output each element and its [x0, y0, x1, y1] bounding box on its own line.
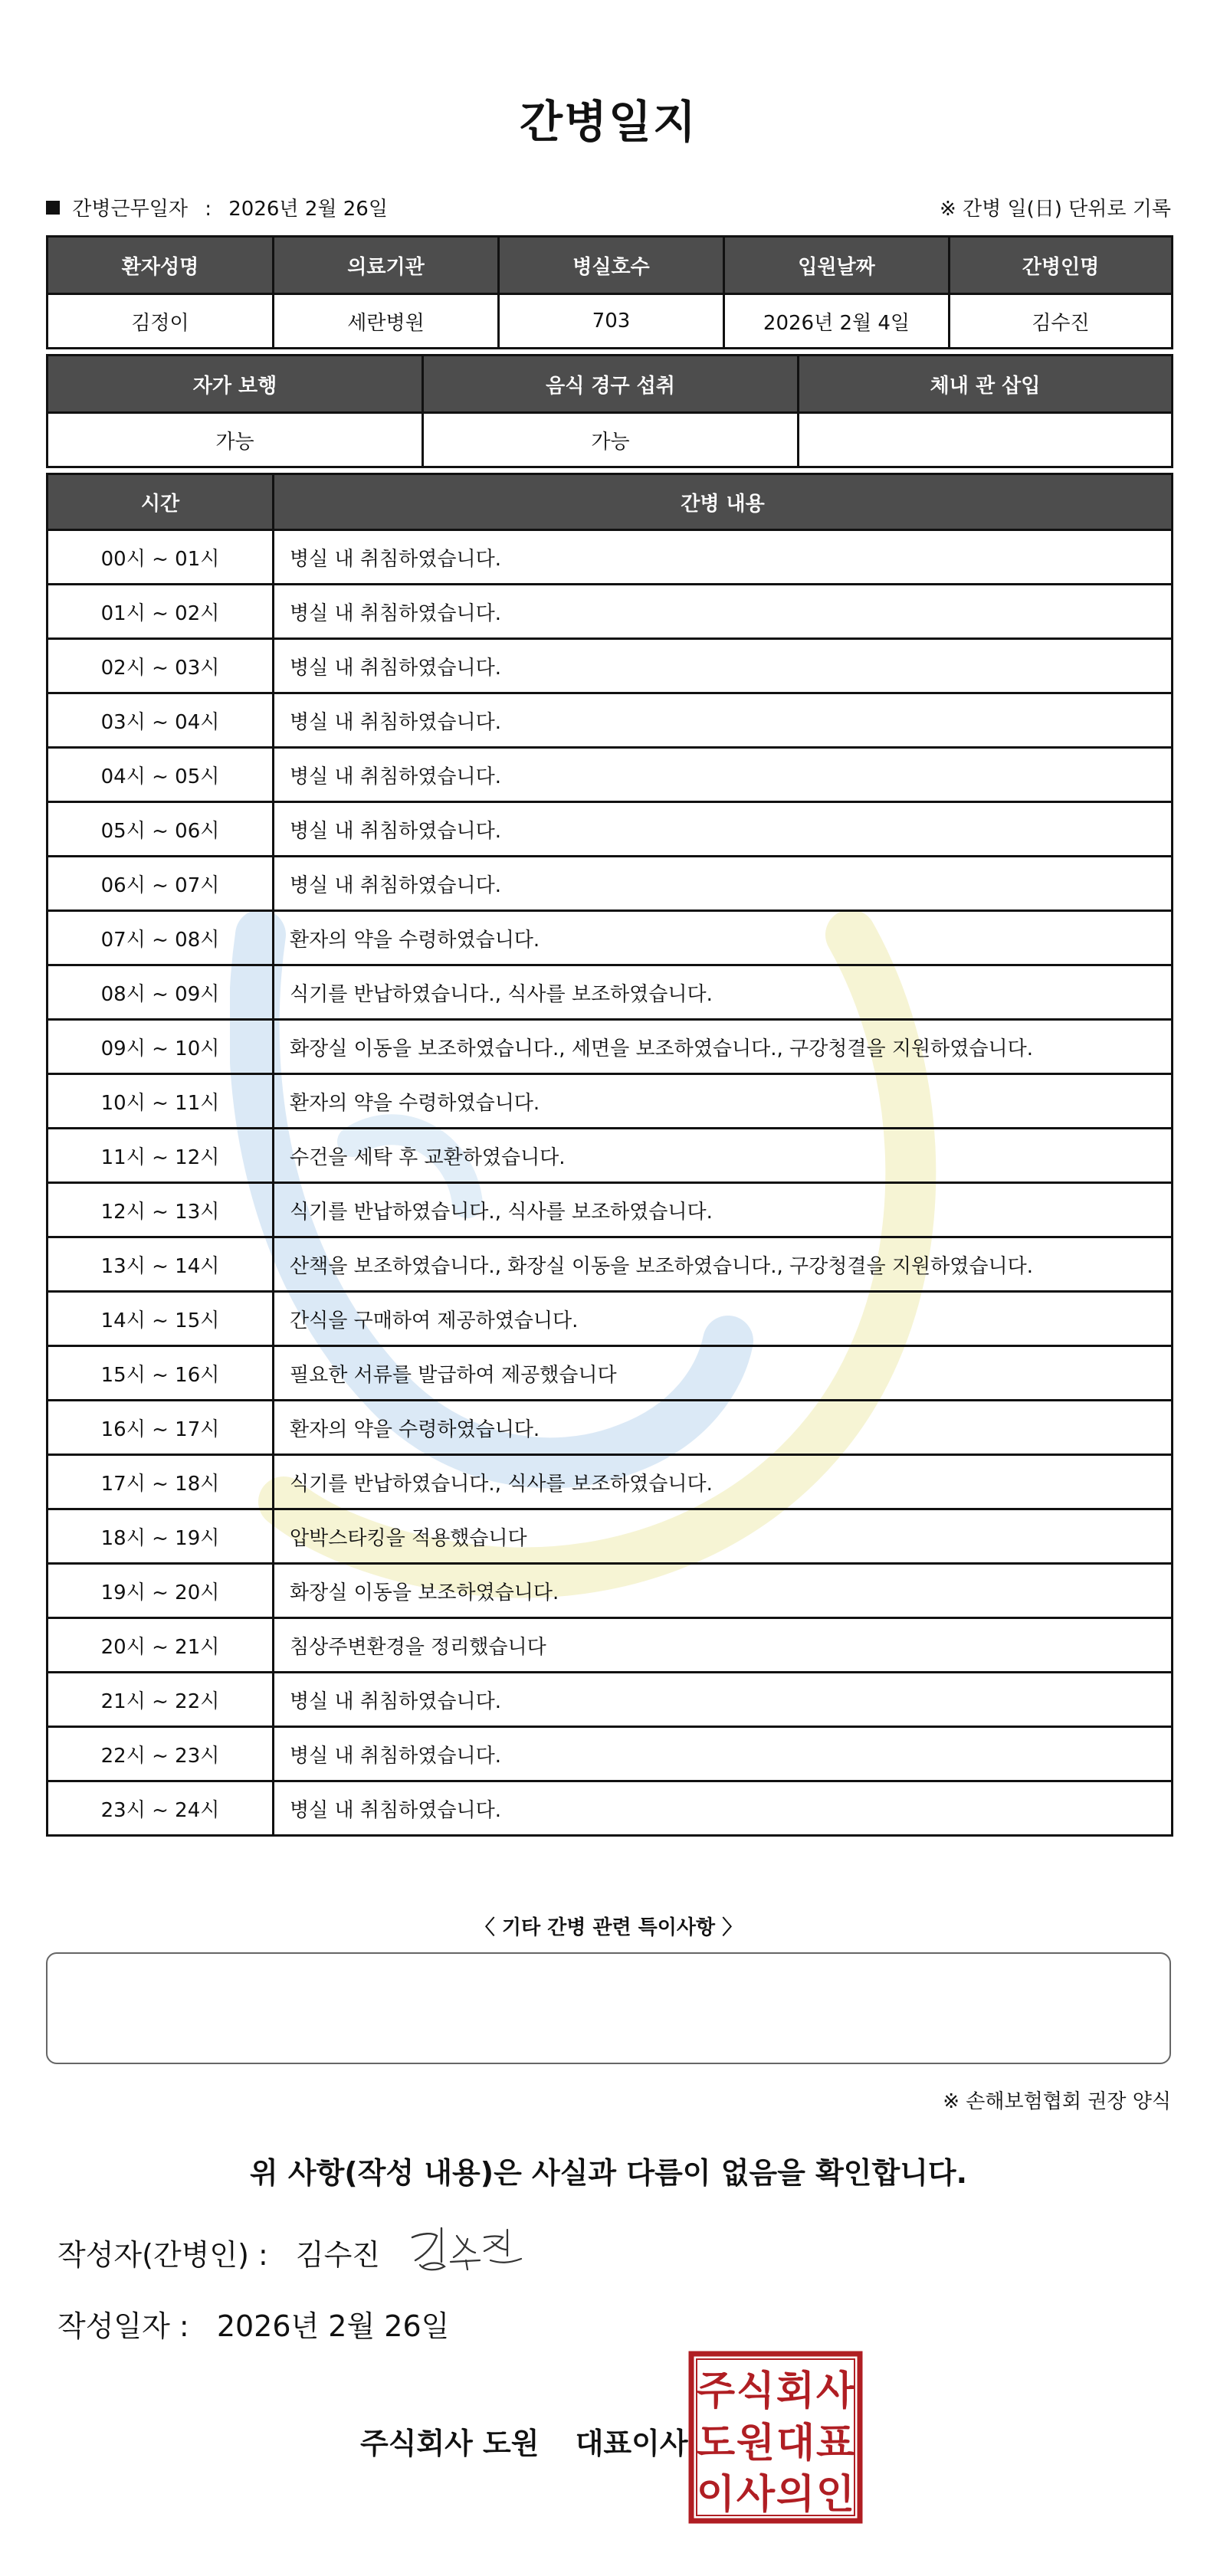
- header-oral-intake: 음식 경구 섭취: [423, 356, 799, 413]
- svg-text:도: 도: [696, 2420, 736, 2466]
- recommendation-note: ※ 손해보험협회 권장 양식: [943, 2090, 1171, 2113]
- care-content-cell: 병실 내 취침하였습니다.: [274, 748, 1173, 802]
- square-bullet-icon: [46, 201, 60, 215]
- self-walking: 가능: [48, 413, 423, 467]
- patient-info-header-row: [48, 237, 1173, 294]
- svg-text:원: 원: [736, 2420, 776, 2466]
- table-row: [48, 1673, 1173, 1727]
- patient-info-table: [46, 235, 1173, 349]
- table-row: [48, 1020, 1173, 1074]
- time-cell: 11시 ~ 12시: [48, 1129, 274, 1183]
- header-time: 시간: [48, 474, 274, 530]
- writer-name: 김수진: [295, 2238, 380, 2272]
- svg-text:식: 식: [736, 2368, 776, 2414]
- time-cell: 06시 ~ 07시: [48, 857, 274, 911]
- remarks-title: 〈 기타 간병 관련 특이사항 〉: [474, 1916, 743, 1939]
- table-row: [48, 1292, 1173, 1346]
- time-cell: 21시 ~ 22시: [48, 1673, 274, 1727]
- tube-insertion: [799, 413, 1173, 467]
- header-care-content: 간병 내용: [274, 474, 1173, 530]
- time-cell: 14시 ~ 15시: [48, 1292, 274, 1346]
- status-info-table: [46, 354, 1173, 468]
- status-info-header-row: [48, 356, 1173, 413]
- patient-info-value-row: [48, 294, 1173, 349]
- time-cell: 00시 ~ 01시: [48, 530, 274, 585]
- time-cell: 22시 ~ 23시: [48, 1727, 274, 1781]
- table-row: [48, 1074, 1173, 1129]
- time-cell: 03시 ~ 04시: [48, 693, 274, 748]
- company-representative-title: 대표이사: [575, 2427, 688, 2460]
- header-hospital: 의료기관: [274, 237, 499, 294]
- care-content-cell: 간식을 구매하여 제공하였습니다.: [274, 1292, 1173, 1346]
- table-row: [48, 1564, 1173, 1618]
- writer-label: 작성자(간병인) :: [57, 2238, 268, 2272]
- time-cell: 18시 ~ 19시: [48, 1509, 274, 1564]
- care-content-cell: 산책을 보조하였습니다., 화장실 이동을 보조하였습니다., 구강청결을 지원하였습니다.: [274, 1237, 1173, 1292]
- care-log-table: [46, 473, 1173, 1837]
- table-row: [48, 1618, 1173, 1673]
- time-cell: 10시 ~ 11시: [48, 1074, 274, 1129]
- work-date: [46, 193, 388, 221]
- hospital: 세란병원: [274, 294, 499, 349]
- care-content-cell: 식기를 반납하였습니다., 식사를 보조하였습니다.: [274, 965, 1173, 1020]
- time-cell: 05시 ~ 06시: [48, 802, 274, 857]
- table-row: [48, 1727, 1173, 1781]
- table-row: [48, 693, 1173, 748]
- table-row: [48, 530, 1173, 585]
- svg-text:사: 사: [736, 2472, 776, 2518]
- care-content-cell: 식기를 반납하였습니다., 식사를 보조하였습니다.: [274, 1455, 1173, 1509]
- svg-text:회: 회: [776, 2368, 815, 2414]
- svg-text:대: 대: [776, 2420, 815, 2466]
- admission-date: 2026년 2월 4일: [724, 294, 950, 349]
- svg-text:표: 표: [815, 2420, 855, 2466]
- svg-text:주: 주: [696, 2368, 736, 2414]
- time-cell: 04시 ~ 05시: [48, 748, 274, 802]
- care-log-body: [48, 530, 1173, 1836]
- care-content-cell: 병실 내 취침하였습니다.: [274, 857, 1173, 911]
- svg-text:사: 사: [815, 2368, 855, 2414]
- company-line: [360, 2420, 688, 2462]
- handwritten-signature: [406, 2222, 529, 2276]
- care-content-cell: 병실 내 취침하였습니다.: [274, 1673, 1173, 1727]
- care-content-cell: 병실 내 취침하였습니다.: [274, 693, 1173, 748]
- time-cell: 20시 ~ 21시: [48, 1618, 274, 1673]
- table-row: [48, 1183, 1173, 1237]
- table-row: [48, 585, 1173, 639]
- written-date-value: 2026년 2월 26일: [216, 2309, 450, 2343]
- table-row: [48, 1455, 1173, 1509]
- remarks-box[interactable]: [46, 1952, 1171, 2064]
- patient-name: 김정이: [48, 294, 274, 349]
- confirmation-statement: 위 사항(작성 내용)은 사실과 다름이 없음을 확인합니다.: [249, 2156, 968, 2190]
- header-patient-name: 환자성명: [48, 237, 274, 294]
- written-date-line: [57, 2302, 449, 2345]
- time-cell: 15시 ~ 16시: [48, 1346, 274, 1401]
- header-self-walking: 자가 보행: [48, 356, 423, 413]
- header-tube-insertion: 체내 관 삽입: [799, 356, 1173, 413]
- care-content-cell: 화장실 이동을 보조하였습니다., 세면을 보조하였습니다., 구강청결을 지원하였습니다.: [274, 1020, 1173, 1074]
- company-name: 주식회사 도원: [360, 2427, 540, 2460]
- work-date-value: 2026년 2월 26일: [228, 198, 388, 221]
- table-row: [48, 1781, 1173, 1836]
- time-cell: 07시 ~ 08시: [48, 911, 274, 965]
- care-content-cell: 필요한 서류를 발급하여 제공했습니다: [274, 1346, 1173, 1401]
- table-row: [48, 1346, 1173, 1401]
- work-date-label: 간병근무일자: [72, 198, 188, 221]
- care-content-cell: 수건을 세탁 후 교환하였습니다.: [274, 1129, 1173, 1183]
- table-row: [48, 1129, 1173, 1183]
- caregiver-name: 김수진: [950, 294, 1173, 349]
- written-date-label: 작성일자 :: [57, 2309, 189, 2343]
- table-row: [48, 802, 1173, 857]
- table-row: [48, 748, 1173, 802]
- care-content-cell: 병실 내 취침하였습니다.: [274, 1781, 1173, 1836]
- work-date-separator: :: [205, 198, 212, 221]
- svg-text:이: 이: [696, 2472, 736, 2518]
- care-content-cell: 병실 내 취침하였습니다.: [274, 639, 1173, 693]
- record-note: ※ 간병 일(日) 단위로 기록: [939, 198, 1171, 221]
- header-caregiver-name: 간병인명: [950, 237, 1173, 294]
- time-cell: 02시 ~ 03시: [48, 639, 274, 693]
- status-info-value-row: [48, 413, 1173, 467]
- table-row: [48, 1237, 1173, 1292]
- table-row: [48, 1509, 1173, 1564]
- care-log-header-row: [48, 474, 1173, 530]
- care-content-cell: 병실 내 취침하였습니다.: [274, 530, 1173, 585]
- time-cell: 19시 ~ 20시: [48, 1564, 274, 1618]
- care-content-cell: 식기를 반납하였습니다., 식사를 보조하였습니다.: [274, 1183, 1173, 1237]
- room-number: 703: [499, 294, 724, 349]
- writer-line: [57, 2231, 380, 2273]
- page-title: 간병일지: [519, 96, 698, 148]
- care-content-cell: 병실 내 취침하였습니다.: [274, 802, 1173, 857]
- svg-text:의: 의: [776, 2472, 815, 2518]
- time-cell: 17시 ~ 18시: [48, 1455, 274, 1509]
- time-cell: 08시 ~ 09시: [48, 965, 274, 1020]
- care-content-cell: 압박스타킹을 적용했습니다: [274, 1509, 1173, 1564]
- time-cell: 01시 ~ 02시: [48, 585, 274, 639]
- table-row: [48, 857, 1173, 911]
- table-row: [48, 965, 1173, 1020]
- care-content-cell: 환자의 약을 수령하였습니다.: [274, 911, 1173, 965]
- care-content-cell: 환자의 약을 수령하였습니다.: [274, 1401, 1173, 1455]
- table-row: [48, 1401, 1173, 1455]
- care-content-cell: 병실 내 취침하였습니다.: [274, 585, 1173, 639]
- table-row: [48, 911, 1173, 965]
- care-content-cell: 화장실 이동을 보조하였습니다.: [274, 1564, 1173, 1618]
- header-room-number: 병실호수: [499, 237, 724, 294]
- table-row: [48, 639, 1173, 693]
- oral-intake: 가능: [423, 413, 799, 467]
- header-admission-date: 입원날짜: [724, 237, 950, 294]
- svg-text:인: 인: [815, 2472, 855, 2518]
- care-content-cell: 침상주변환경을 정리했습니다: [274, 1618, 1173, 1673]
- time-cell: 13시 ~ 14시: [48, 1237, 274, 1292]
- time-cell: 09시 ~ 10시: [48, 1020, 274, 1074]
- care-content-cell: 환자의 약을 수령하였습니다.: [274, 1074, 1173, 1129]
- time-cell: 12시 ~ 13시: [48, 1183, 274, 1237]
- care-content-cell: 병실 내 취침하였습니다.: [274, 1727, 1173, 1781]
- time-cell: 23시 ~ 24시: [48, 1781, 274, 1836]
- meta-row: [46, 193, 1171, 221]
- time-cell: 16시 ~ 17시: [48, 1401, 274, 1455]
- company-seal-stamp: [688, 2351, 863, 2524]
